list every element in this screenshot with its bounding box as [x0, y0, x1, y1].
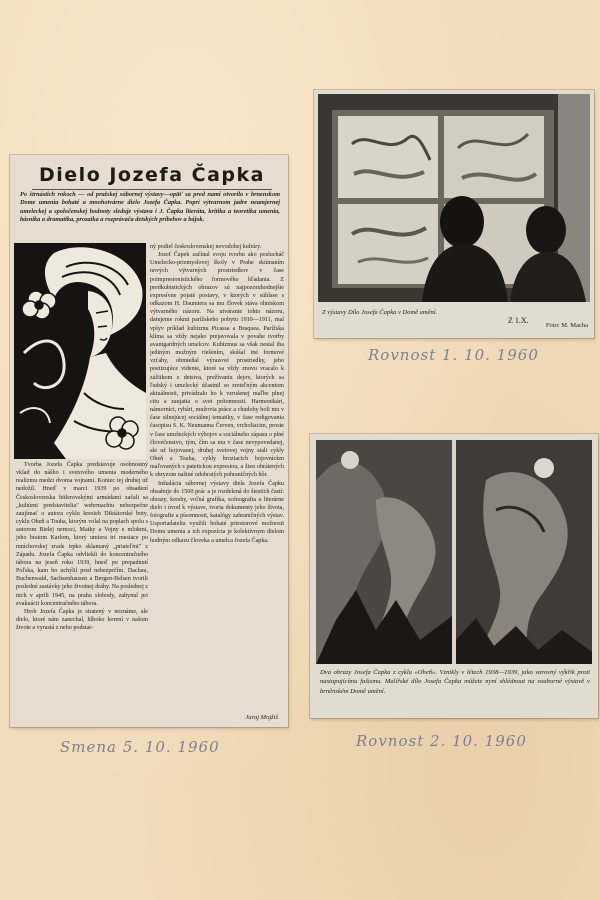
article-column-right — [150, 243, 284, 545]
article-paragraph: ný podiel československej novodobej kultúry. — [150, 244, 262, 250]
article-clipping — [10, 155, 288, 727]
exhibition-photo — [318, 94, 590, 302]
article-column-left — [16, 461, 148, 632]
woman-illustration — [14, 243, 146, 459]
article-headline: Dielo Jozefa Čapka — [32, 163, 272, 190]
painting-clipping — [310, 434, 598, 718]
fire-cycle-paintings — [316, 440, 592, 664]
article-paragraph: Tvorba Jozefa Čapka predstavuje osobnostný vklad do nášho i svetového umenia moderného realizmu medzi dvoma vojnami. Koniec tej druhej už nedožil. Hneď v marci 1939 po obsadení Československa hitlerovskými armádami začali sa „kultúrni predstavitelia" wehrmachtu nebezpečne zaujímať o autora cyklu kresieb Diktátorské boty, cyklu Oheň a Touha, ktorým volal na poplach spolu s autorom Bielej nemoci, Matky a Vojny e mlokmi, jeho bratom Karlom, ktorý umiera tri mesiace po mníchovskej zrade trpko sklamaný „priateľmi" z Západu. Jozefa Čapka odvliekli do koncentračného tábora na jeseň roku 1939, hneď po prepadnutí Poľska, kam ho uchýlil pred nebezpečím. Dachau, Buchenwald, Sachsenhausen a Bergen-Belsen tvorili posledné zastávky jeho životnej dráhy. Na poslednej z nich v apríli 1945, na prahu slobody, zahynul pri evakuácii koncentračného tábora. — [16, 462, 148, 607]
article-lead: Po štrnástich rokoch — od pražskej súbornej výstavy—opäť sa pred nami otvorilo v brnenskom Dome umenia bohaté a mnohotvárne dielo Jozefa Čapka. Popri výtvarnom jadre neamjernej umeleckej a spoločenskej hodnoty sleduje výstava i J. Čapka literáta, kritika a teoretika umenia, básnika a dramatika, prozaika a rozprávača detských príbehov a bájok. — [20, 191, 280, 223]
article-byline: Juraj Mojžiš — [245, 714, 278, 721]
woman-illustration-drawing — [14, 243, 146, 459]
fire-cycle-paintings-image — [316, 440, 592, 664]
article-paragraph: Jozef Čapek začínal svoju tvorbu ako poslucháč Umelecko-priemyslovej školy v Prahe skúmaním nových výtvarných prostriedkov v čase poimpresionistického formového hľadania. Z predkubistických obrazov sú najpozoruhodnejšie expresívne pojaté postavy, v ktorých v súhlase s odkazom H. Daumiera sa mu človek stáva ohniskom výtvarného názoru. Na utváranie tohto názoru, datujeme rokmi parížskeho pobytu 1910—1911, mal vplyv príklad kubizmu Picassa a Braquea. Parížska klíma sa vždy nejako prejavovala v povahe tvorby avantgardných umelcov. Kubizmus sa však nestal iba jediným možným riešením, skúšal iné formové vzťahy, obmieňal výrazové prostriedky, jeho poetizujúce videnie, ktoré sa vždy znovu vracalo k zážitkom z detstva, prežívaniu dejov, ktorých sa ľudský i umelecký účastnil so zreteľným akcentom aktuálnosti, privádzalo ho k vzrušenej maľbe plnej citu a zaujatia o svet prítomnosti. Harmonikári, námorníci, rybári, mužovia práce a chudoby boli mu v čase silnejúcej sociálnej tematiky, v čase redigovania časopisu S. K. Neumanna Červen, vrcholiacim, proste v čase umeleckých výbojov a sociálneho zápasu o plné človečenstvo, tým, čím sa mu v čase nevypovedanej, ale už bojovanej, druhej svetovej vojny stali cykly Oheň a Touha, cykly hroziacich bojovníckm maľovaných s patetickou expresiou, a žien obrátených k ohryzom našiné odobratých pohraničných hôr. — [150, 252, 285, 479]
photo-credit: Foto: M. Macha — [545, 322, 588, 329]
painting-caption: Dva obrazy Josefa Čapka z cyklu »Oheň«. Vznikly v létech 1938—1939, jako varovný výkřik proti nastupujícímu fašismu. Malířské dílo Josefa Čapka můžete nyní shlédnout na souborné výstavě v brněnském Domě umění. — [320, 669, 590, 695]
handwritten-note-smena: Smena 5. 10. 1960 — [60, 738, 220, 756]
article-paragraph: Hrob Jozefa Čapka je stratený v neznáme, ale dielo, ktoré nám zanechal, hlboko korení v našom živote a vyrastá z neho podstat- — [16, 608, 148, 632]
photo-clipping — [314, 90, 594, 338]
photo-caption: Z výstavy Dílo Josefa Čapka v Domě umění. — [322, 309, 438, 316]
date-mark: Z 1.X. — [508, 316, 529, 325]
article-paragraph: Inštalácia súbornej výstavy diela Jozefa Čapku obsahuje do 1500 prác a je rozdelená do šiestich častí: obrazy, kresby, voľná grafika, scénografia a literárne dielo i úvod k výstave, tvoria dokumenty jeho života, fotografie a písomnosti, katalógy zahraničných výstav. Usporiadatelia využili bohaté priestorové možnosti Domu umenia a ich expozícia je kolektívnym dielom hodným odkazu človeka a umelca Jozefa Čapka. — [150, 480, 284, 544]
handwritten-note-rovnost-2: Rovnost 2. 10. 1960 — [356, 732, 527, 750]
exhibition-photo-image — [318, 94, 590, 302]
handwritten-note-rovnost-1: Rovnost 1. 10. 1960 — [368, 346, 539, 364]
